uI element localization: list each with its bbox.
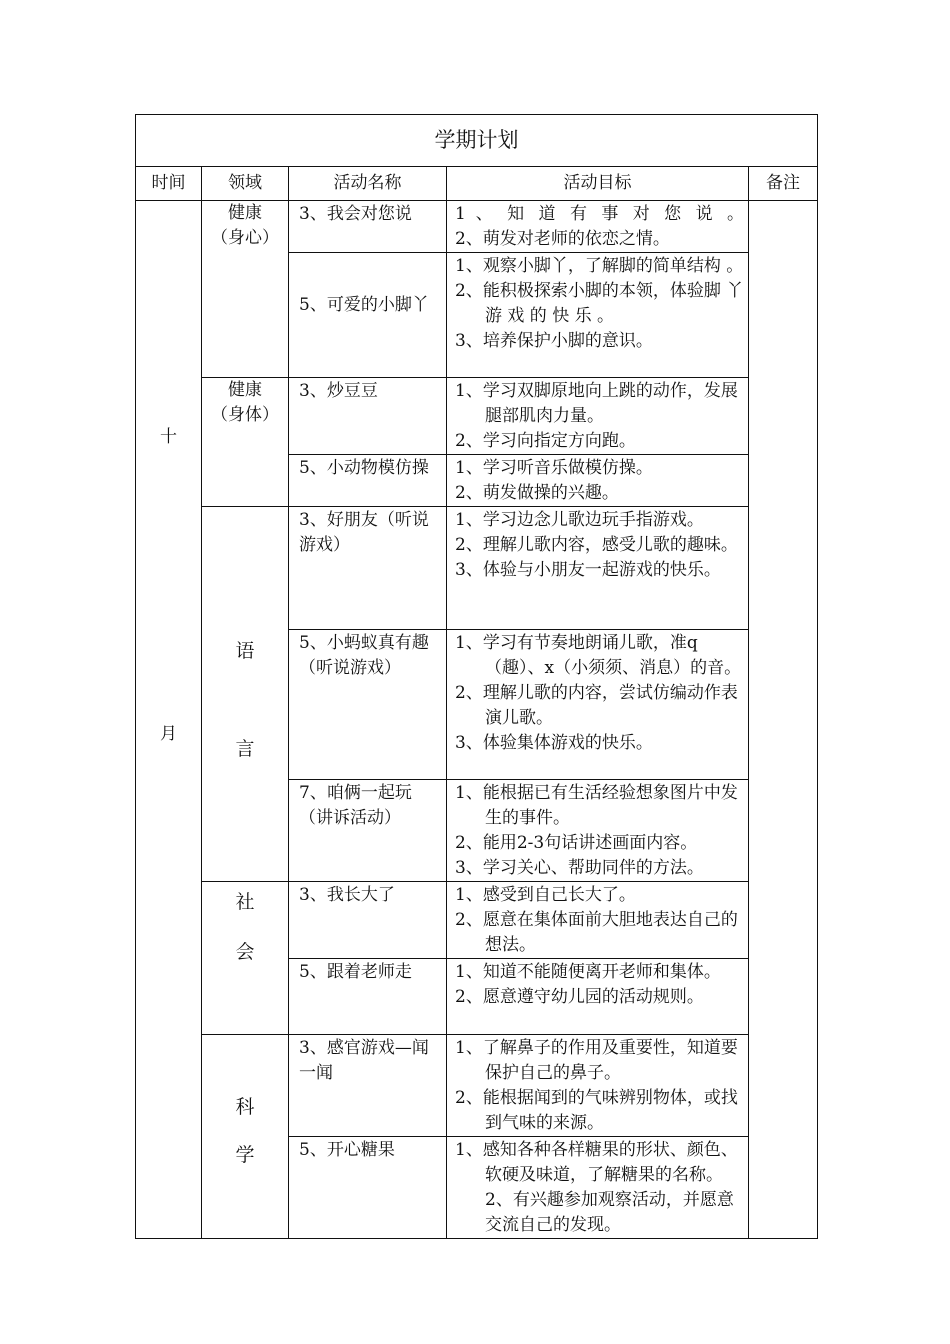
- header-domain: 领域: [202, 167, 289, 201]
- semester-plan-table: [135, 114, 818, 1239]
- activity-cell: [289, 253, 447, 378]
- goal-cell: [447, 455, 749, 507]
- goal-item: 2、理解儿歌内容，感受儿歌的趣味。: [455, 535, 738, 555]
- goal-cell: [447, 1035, 749, 1137]
- domain-social: [202, 882, 289, 1035]
- goal-item: 3、学习关心、帮助同伴的方法。: [455, 858, 704, 878]
- domain-science-char2: 学: [235, 1144, 255, 1166]
- activity-name: 5、开心糖果: [299, 1140, 395, 1160]
- activity-name: 3、我长大了: [299, 885, 395, 905]
- month-cell: [136, 201, 202, 1239]
- goal-item: 1、学习边念儿歌边玩手指游戏。: [455, 510, 704, 530]
- header-goal: 活动目标: [447, 167, 749, 201]
- goal-item: 2、愿意遵守幼儿园的活动规则。: [455, 987, 704, 1007]
- activity-name: （听说游戏）: [299, 658, 401, 678]
- domain-health-mind: [202, 201, 289, 378]
- activity-name: 3、炒豆豆: [299, 381, 378, 401]
- domain-science: [202, 1035, 289, 1239]
- goal-item: 2、学习向指定方向跑。: [455, 431, 636, 451]
- table-row: [136, 201, 818, 253]
- header-activity: 活动名称: [289, 167, 447, 201]
- domain-social-char2: 会: [235, 941, 255, 963]
- goal-cell: [447, 1137, 749, 1239]
- domain-social-char1: 社: [235, 891, 255, 913]
- domain-health-body-line1: 健康: [228, 380, 262, 400]
- goal-cell: [447, 630, 749, 780]
- goal-item: 2、能用2-3句话讲述画面内容。: [455, 833, 698, 853]
- activity-name: 3、我会对您说: [299, 204, 412, 224]
- activity-name: 5、可爱的小脚丫: [299, 295, 429, 315]
- goal-item: 1、学习听音乐做模仿操。: [455, 458, 653, 478]
- domain-health-mind-line1: 健康: [228, 203, 262, 223]
- goal-item: 2、愿意在集体面前大胆地表达自己的想法。: [455, 910, 738, 955]
- goal-cell: [447, 882, 749, 959]
- activity-cell: [289, 630, 447, 780]
- table-title: 学期计划: [136, 115, 818, 167]
- activity-name: 7、咱俩一起玩: [299, 783, 412, 803]
- activity-cell: [289, 1035, 447, 1137]
- domain-science-char1: 科: [235, 1096, 255, 1118]
- activity-cell: [289, 882, 447, 959]
- domain-health-body: [202, 378, 289, 507]
- activity-name: 游戏）: [299, 535, 350, 555]
- activity-cell: [289, 455, 447, 507]
- activity-cell: [289, 1137, 447, 1239]
- goal-item: 3、培养保护小脚的意识。: [455, 331, 653, 351]
- activity-cell: [289, 780, 447, 882]
- goal-item: 2、能根据闻到的气味辨别物体，或找到气味的来源。: [455, 1088, 738, 1133]
- activity-name: 5、小动物模仿操: [299, 458, 429, 478]
- table-row: [136, 882, 818, 959]
- table-row: [136, 378, 818, 455]
- month-char-2: 月: [160, 724, 177, 744]
- activity-name: 一闻: [299, 1063, 333, 1083]
- activity-cell: [289, 201, 447, 253]
- goal-item: 1、学习有节奏地朗诵儿歌，准q（趣）、x（小须须、消息）的音。: [455, 633, 742, 678]
- table-row: [136, 1035, 818, 1137]
- goal-item: 3、体验与小朋友一起游戏的快乐。: [455, 560, 721, 580]
- domain-health-body-line2: （身体）: [211, 405, 279, 425]
- header-time: 时间: [136, 167, 202, 201]
- goal-item: 3、体验集体游戏的快乐。: [455, 733, 653, 753]
- goal-item: 1 、 知 道 有 事 对 您 说 。: [455, 204, 744, 224]
- goal-cell: [447, 378, 749, 455]
- activity-cell: [289, 507, 447, 630]
- activity-name: （讲诉活动）: [299, 808, 401, 828]
- goal-item: 2、萌发做操的兴趣。: [455, 483, 619, 503]
- goal-cell: [447, 253, 749, 378]
- activity-name: 5、跟着老师走: [299, 962, 412, 982]
- goal-item: 1、观察小脚丫，了解脚的简单结构 。: [455, 256, 744, 276]
- activity-name: 3、感官游戏—闻: [299, 1038, 429, 1058]
- goal-item: 1、能根据已有生活经验想象图片中发生的事件。: [455, 783, 738, 828]
- goal-item: 1、感受到自己长大了。: [455, 885, 636, 905]
- goal-item: 2、理解儿歌的内容，尝试仿编动作表演儿歌。: [455, 683, 738, 728]
- goal-cell: [447, 780, 749, 882]
- table-row: [136, 507, 818, 630]
- domain-health-mind-line2: （身心）: [211, 228, 279, 248]
- activity-name: 5、小蚂蚁真有趣: [299, 633, 429, 653]
- goal-item: 1、了解鼻子的作用及重要性，知道要保护自己的鼻子。: [455, 1038, 738, 1083]
- activity-cell: [289, 378, 447, 455]
- header-row: [136, 167, 818, 201]
- domain-language-char1: 语: [235, 640, 255, 662]
- goal-item: 1、知道不能随便离开老师和集体。: [455, 962, 721, 982]
- activity-cell: [289, 959, 447, 1035]
- header-note: 备注: [749, 167, 818, 201]
- goal-cell: [447, 201, 749, 253]
- goal-item: 1、学习双脚原地向上跳的动作，发展腿部肌肉力量。: [455, 381, 738, 426]
- goal-item: 1、感知各种各样糖果的形状、颜色、软硬及味道，了解糖果的名称。2、有兴趣参加观察活动，并愿意交流自己的发现。: [455, 1140, 738, 1235]
- goal-item: 2、萌发对老师的依恋之情。: [455, 229, 670, 249]
- goal-item: 2、能积极探索小脚的本领，体验脚 丫 游 戏 的 快 乐 。: [455, 281, 744, 326]
- activity-name: 3、好朋友（听说: [299, 510, 429, 530]
- goal-cell: [447, 507, 749, 630]
- month-char-1: 十: [160, 427, 177, 447]
- domain-language-char2: 言: [235, 738, 255, 760]
- note-cell: [749, 201, 818, 1239]
- goal-cell: [447, 959, 749, 1035]
- domain-language: [202, 507, 289, 882]
